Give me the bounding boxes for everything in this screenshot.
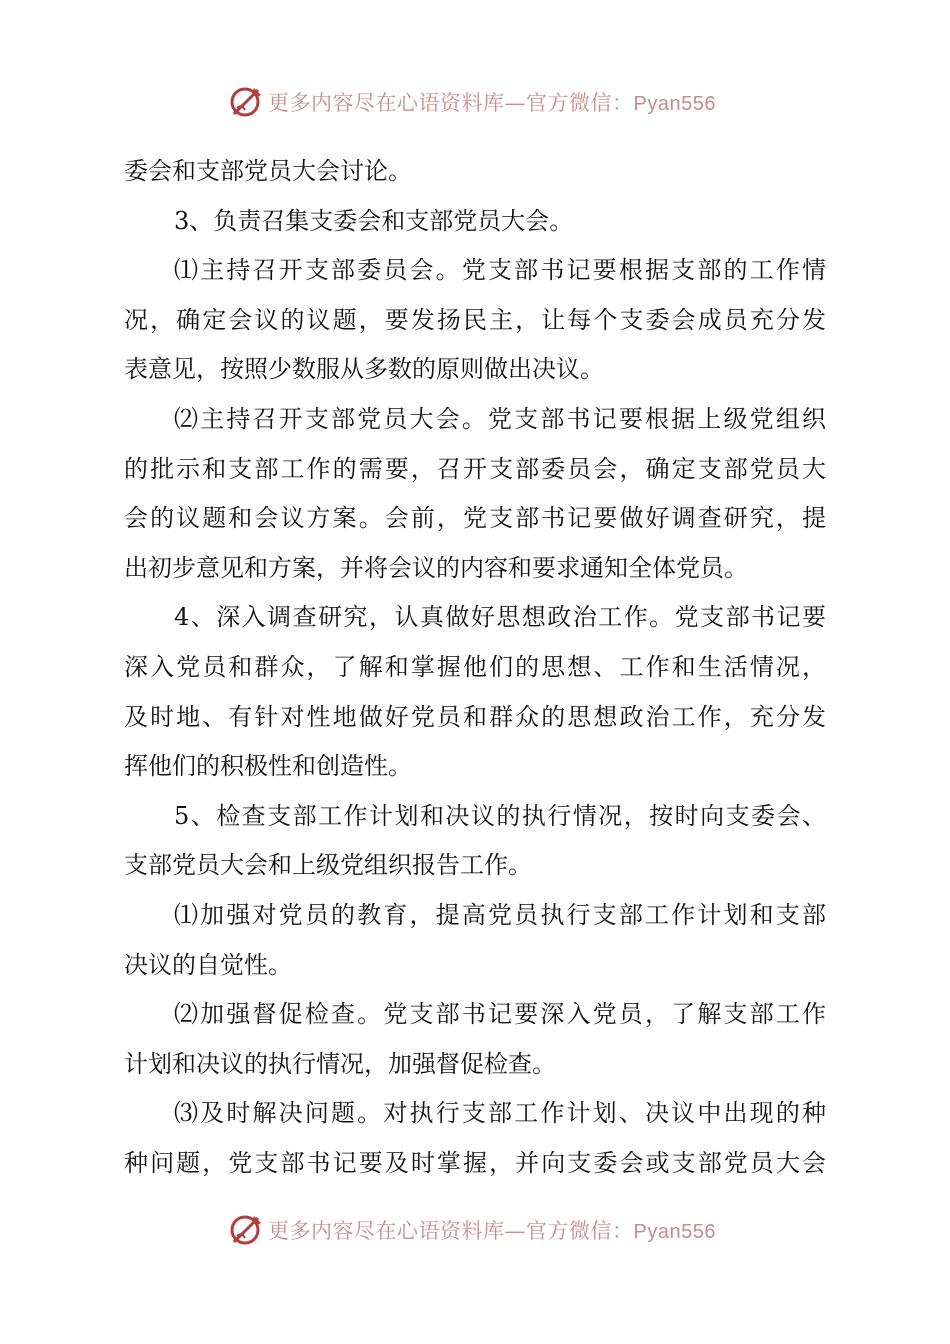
paragraph-line: ⑵主持召开支部党员大会。党支部书记要根据上级党组织 — [174, 404, 826, 433]
paragraph-line: 支部党员大会和上级党组织报告工作。 — [124, 851, 532, 880]
paragraph-line: 及时地、有针对性地做好党员和群众的思想政治工作，充分发 — [124, 702, 826, 731]
paragraph-line: ⑴主持召开支部委员会。党支部书记要根据支部的工作情 — [174, 256, 826, 285]
banner-text: 更多内容尽在心语资料库—官方微信：Pyan556 — [268, 1219, 716, 1243]
pen-logo-icon — [228, 1212, 264, 1248]
paragraph-line: 决议的自觉性。 — [124, 950, 292, 979]
paragraph-line: 委会和支部党员大会讨论。 — [124, 157, 412, 185]
paragraph-line: 挥他们的积极性和创造性。 — [124, 752, 412, 781]
paragraph-line: 会的议题和会议方案。会前，党支部书记要做好调查研究，提 — [124, 504, 826, 533]
paragraph-line: 表意见，按照少数服从多数的原则做出决议。 — [124, 355, 604, 384]
paragraph-line: ⑵加强督促检查。党支部书记要深入党员，了解支部工作 — [174, 1000, 826, 1029]
paragraph-line: 4、深入调查研究，认真做好思想政治工作。党支部书记要 — [174, 603, 826, 632]
paragraph-line: ⑴加强对党员的教育，提高党员执行支部工作计划和支部 — [174, 900, 826, 929]
pen-logo-icon — [228, 84, 264, 120]
paragraph-line: ⑶及时解决问题。对执行支部工作计划、决议中出现的种 — [174, 1099, 826, 1128]
paragraph-line: 出初步意见和方案，并将会议的内容和要求通知全体党员。 — [124, 553, 748, 582]
paragraph-line: 种问题，党支部书记要及时掌握，并向支委会或支部党员大会 — [124, 1148, 826, 1177]
header-banner — [228, 82, 748, 122]
paragraph-line: 况，确定会议的议题，要发扬民主，让每个支委会成员充分发 — [124, 305, 826, 334]
footer-banner — [228, 1210, 748, 1250]
paragraph-line: 计划和决议的执行情况，加强督促检查。 — [124, 1049, 556, 1078]
document-body — [124, 147, 826, 1188]
paragraph-line: 的批示和支部工作的需要，召开支部委员会，确定支部党员大 — [124, 454, 826, 483]
paragraph-line: 深入党员和群众，了解和掌握他们的思想、工作和生活情况， — [124, 652, 826, 681]
paragraph-line: 5、检查支部工作计划和决议的执行情况，按时向支委会、 — [174, 801, 826, 830]
banner-text: 更多内容尽在心语资料库—官方微信：Pyan556 — [268, 91, 716, 115]
paragraph-line: 3、负责召集支委会和支部党员大会。 — [174, 206, 574, 235]
